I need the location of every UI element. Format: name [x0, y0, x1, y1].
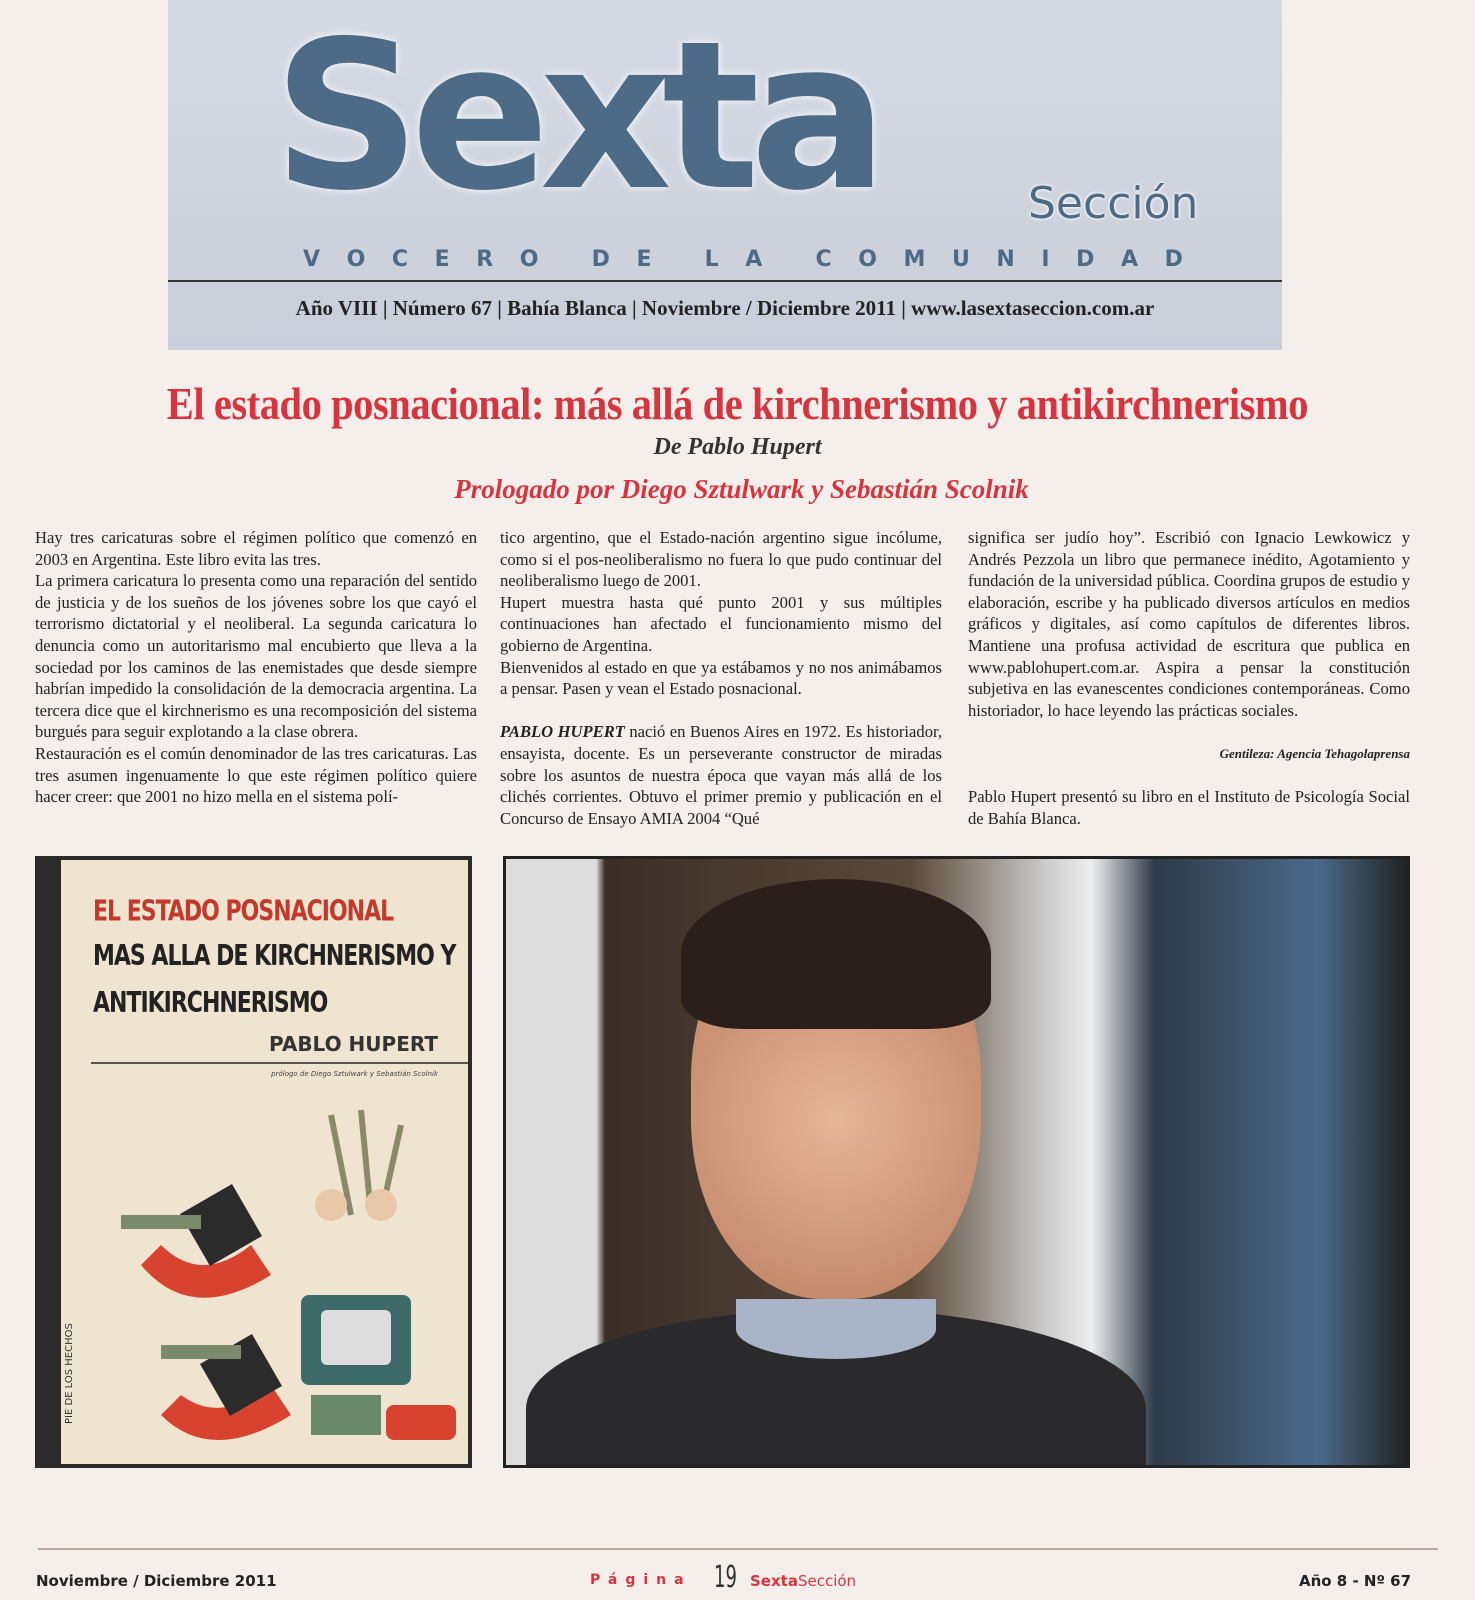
tagline-letter: D	[591, 247, 610, 272]
column-1	[35, 527, 477, 808]
tagline-letter: U	[951, 247, 970, 272]
paragraph: La primera caricatura lo presenta como una reparación del sentido de justicia y de los sueños de los jóvenes sobre los que cayó el terrorismo dictatorial y el neoliberal. La segunda caricatura lo denuncia como un autoritarismo mal encubierto que lleva a la sociedad por los caminos de las enemistades que desde siempre habrían impedido la consolidación de la democracia argentina. La tercera dice que el kirchnerismo es una recomposición del sistema burgués para seguir explotando a la clase obrera.	[35, 571, 477, 742]
tagline-letter: A	[745, 247, 763, 272]
column-2	[500, 527, 942, 829]
paragraph: Restauración es el común denominador de las tres caricaturas. Las tres asumen ingenuamente lo que este régimen político quiere hacer creer: que 2001 no hizo mella en el sistema polí-	[35, 743, 477, 807]
masthead	[168, 0, 1282, 350]
tagline-letter: M	[903, 247, 926, 272]
tagline-letter: E	[636, 247, 652, 272]
tagline	[303, 247, 1183, 272]
article-title: El estado posnacional: más allá de kirchnerismo y antikirchnerismo	[166, 378, 1309, 429]
tagline-letter: L	[704, 247, 719, 272]
tagline-letter: O	[858, 247, 877, 272]
book-prologue: prólogo de Diego Sztulwark y Sebastián Scolnik	[271, 1070, 438, 1078]
tagline-letter: A	[1121, 247, 1139, 272]
tagline-letter: R	[476, 247, 494, 272]
divider	[168, 280, 1282, 282]
footer-page-number: 19	[714, 1560, 737, 1595]
prologue-line: Prologado por Diego Sztulwark y Sebastián Scolnik	[454, 474, 1029, 504]
bio-name: PABLO HUPERT	[500, 722, 625, 742]
tagline-letter: C	[815, 247, 832, 272]
cover-illustration	[101, 1095, 461, 1450]
paragraph: significa ser judío hoy”. Escribió con Ignacio Lewkowicz y Andrés Pezzola un libro que permanece inédito, Agotamiento y fundación de la universidad pública. Coordina grupos de estudio y elaboración, escribe y ha publicado diversos artículos en medios gráficos y digitales, así como capítulos de diferentes libros. Mantiene una profusa actividad de escritura que publica en www.pablohupert.com.ar. Aspira a pensar la constitución subjetiva en las evanescentes condiciones contemporáneas. Como historiador, lo hace leyendo las prácticas sociales.	[968, 528, 1410, 720]
tagline-letter: O	[519, 247, 539, 272]
tagline-letter: C	[391, 247, 409, 272]
column-3	[968, 527, 1410, 829]
footer-issue: Año 8 - Nº 67	[1298, 1572, 1411, 1590]
bio-text: nació en Buenos Aires en 1972. Es historiador, ensayista, docente. Es un perseverante constructor de miradas sobre los asuntos de nuestra época que vayan más allá de los clichés corrientes. Obtuvo el primer premio y publicación en el Concurso de Ensayo AMIA 2004 “Qué	[500, 722, 942, 828]
paragraph: Bienvenidos al estado en que ya estábamos y no nos animábamos a pensar. Pasen y vean el Estado posnacional.	[500, 657, 942, 699]
book-cover-image	[35, 856, 472, 1468]
paragraph: tico argentino, que el Estado-nación argentino sigue incólume, como si el pos-neoliberalismo no fuera lo que pudo continuar del neoliberalismo luego de 2001.	[500, 528, 942, 591]
book-title-red: EL ESTADO POSNACIONAL	[93, 896, 394, 929]
tagline-letter: I	[1041, 247, 1050, 272]
bio-paragraph	[500, 721, 942, 829]
tagline-letter: O	[346, 247, 366, 272]
book-series: PIE DE LOS HECHOS	[64, 1323, 75, 1424]
footer-brand	[750, 1572, 856, 1590]
footer-divider	[38, 1548, 1438, 1550]
issue-info: Año VIII | Número 67 | Bahía Blanca | Noviembre / Diciembre 2011 | www.lasextaseccion.com.ar	[295, 296, 1155, 320]
brand-light: Sección	[797, 1572, 857, 1590]
footer-page-label: Página	[590, 1572, 692, 1588]
tagline-letter: E	[434, 247, 450, 272]
note: Pablo Hupert presentó su libro en el Instituto de Psicología Social de Bahía Blanca.	[968, 787, 1410, 828]
cover-rule	[91, 1062, 468, 1064]
byline: De Pablo Hupert	[653, 434, 822, 460]
tagline-letter: D	[1164, 247, 1183, 272]
tagline-letter: N	[996, 247, 1015, 272]
footer-date: Noviembre / Diciembre 2011	[36, 1572, 277, 1590]
article-title-wrap	[0, 378, 1475, 430]
book-author: PABLO HUPERT	[269, 1032, 438, 1056]
credit: Gentileza: Agencia Tehagolaprensa	[1219, 745, 1410, 761]
book-title-black: MAS ALLA DE KIRCHNERISMO Y ANTIKIRCHNERISMO	[93, 940, 456, 1020]
author-photo	[503, 856, 1410, 1468]
logo: Sexta	[273, 0, 879, 236]
paragraph: Hupert muestra hasta qué punto 2001 y sus múltiples continuaciones han afectado el funcionamiento mismo del gobierno de Argentina.	[500, 592, 942, 655]
tagline-letter: D	[1076, 247, 1095, 272]
logo-sub: Sección	[1028, 178, 1199, 229]
paragraph: Hay tres caricaturas sobre el régimen político que comenzó en 2003 en Argentina. Este libro evita las tres.	[35, 528, 477, 569]
tagline-letter: V	[303, 247, 321, 272]
brand-bold: Sexta	[750, 1572, 798, 1590]
